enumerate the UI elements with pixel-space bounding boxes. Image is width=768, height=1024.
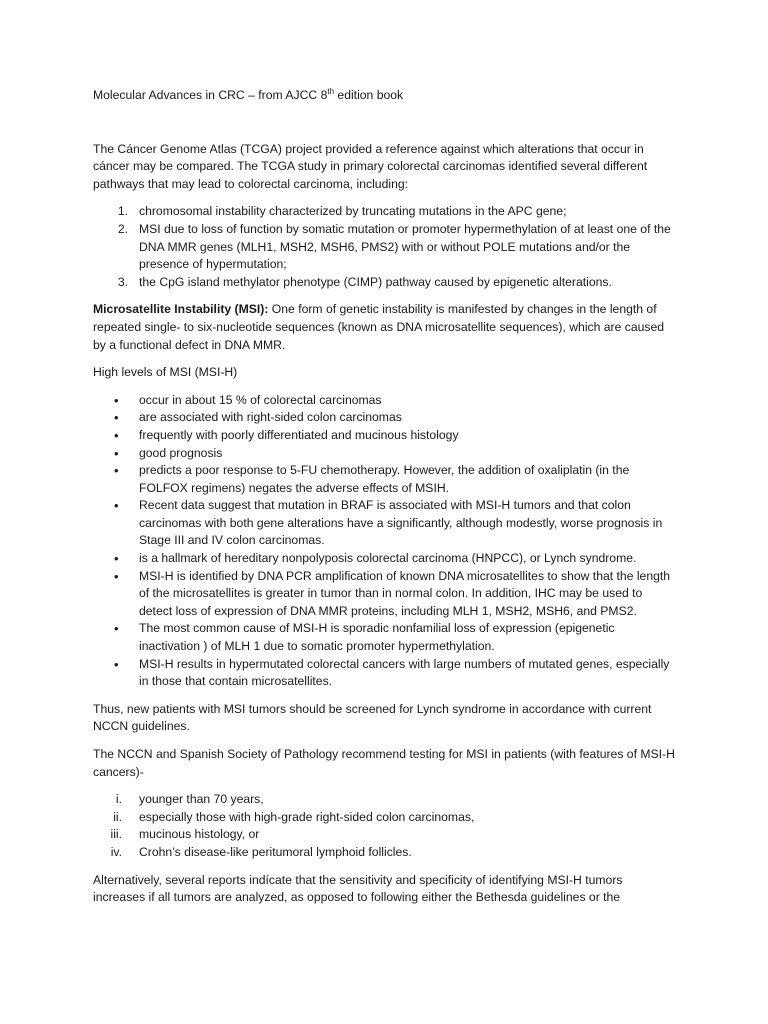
list-item-text: good prognosis <box>139 445 223 460</box>
list-item-text: MSI-H results in hypermutated colorectal cancers with large numbers of mutated genes, especially in those that contain microsatellites. <box>139 656 670 689</box>
list-item <box>93 620 675 655</box>
list-item-text: frequently with poorly differentiated and mucinous histology <box>139 427 459 442</box>
bullet-icon: • <box>114 410 119 426</box>
lynch-paragraph: Thus, new patients with MSI tumors should be screened for Lynch syndrome in accordance with current NCCN guidelines. <box>93 701 652 734</box>
list-item-text: mucinous histology, or <box>139 827 260 842</box>
list-item-text: The most common cause of MSI-H is sporadic nonfamilial loss of expression (epigenetic inactivation ) of MLH 1 due to somatic promoter hypermethylation. <box>139 621 615 654</box>
title-text-end: edition book <box>334 88 404 102</box>
list-item-text: occur in about 15 % of colorectal carcinomas <box>139 392 382 407</box>
list-marker: iii. <box>110 827 122 842</box>
intro-paragraph: The Cáncer Genome Atlas (TCGA) project provided a reference against which alterations that occur in cáncer may be compared. The TCGA study in primary colorectal carcinomas identified several different pathways that may lead to colorectal carcinoma, including: <box>93 141 648 191</box>
list-item-text: Crohn’s disease-like peritumoral lymphoid follicles. <box>139 844 412 859</box>
list-item-text: Recent data suggest that mutation in BRAF is associated with MSI-H tumors and that colon carcinomas with both gene alterations have a significantly, although modestly, worse prognosis in Stage III and IV colon carcinomas. <box>139 498 663 548</box>
list-item <box>93 203 675 221</box>
bullet-icon: • <box>114 656 119 672</box>
pathways-list <box>93 203 675 291</box>
bullet-icon: • <box>114 568 119 584</box>
title-text: Molecular Advances in CRC – from AJCC 8 <box>93 88 328 102</box>
list-marker: 2. <box>117 221 128 236</box>
list-item <box>93 427 675 445</box>
list-item <box>93 274 675 292</box>
list-item <box>93 392 675 410</box>
list-marker: i. <box>115 792 122 807</box>
list-item-text: predicts a poor response to 5-FU chemotherapy. However, the addition of oxaliplatin (in the FOLFOX regimens) negates the adverse effects of MSIH. <box>139 463 630 495</box>
bullet-icon: • <box>114 498 119 514</box>
list-item <box>93 656 675 691</box>
bullet-icon: • <box>114 551 119 567</box>
document-body <box>93 87 675 917</box>
msi-paragraph <box>93 301 675 354</box>
list-item-text: MSI-H is identified by DNA PCR amplification of known DNA microsatellites to show that the length of the microsatellites is greater in tumor than in normal colon. In addition, IHC may be used to detect loss of expression of DNA MMR proteins, including MLH 1, MSH2, MSH6, and PMS2. <box>139 568 671 618</box>
list-marker: 1. <box>117 204 128 219</box>
list-item <box>93 568 675 621</box>
list-marker: iv. <box>110 844 122 859</box>
final-paragraph: Alternatively, several reports indícate that the sensitivity and specificity of identifying MSI-H tumors increases if all tumors are analyzed, as opposed to following either the Bethesda guidelines or the <box>93 872 623 905</box>
title-superscript: th <box>327 86 335 96</box>
list-item <box>93 791 675 809</box>
bullet-icon: • <box>114 621 119 637</box>
list-item <box>93 445 675 463</box>
criteria-list <box>93 791 675 861</box>
list-item <box>93 826 675 844</box>
nccn-paragraph: The NCCN and Spanish Society of Pathology recommend testing for MSI in patients (with features of MSI-H cancers)- <box>93 747 675 779</box>
list-item-text: the CpG island methylator phenotype (CIMP) pathway caused by epigenetic alterations. <box>139 274 612 289</box>
list-item-text: are associated with right-sided colon carcinomas <box>139 410 402 425</box>
list-item-text: is a hallmark of hereditary nonpolyposis colorectal carcinoma (HNPCC), or Lynch syndrome. <box>139 551 637 566</box>
msih-heading: High levels of MSI (MSI-H) <box>93 365 238 380</box>
msi-heading: Microsatellite Instability (MSI): <box>93 302 269 317</box>
list-item-text: younger than 70 years, <box>139 792 264 807</box>
list-item <box>93 809 675 827</box>
list-item <box>93 221 675 274</box>
document-title <box>93 87 675 105</box>
list-marker: ii. <box>113 809 122 824</box>
list-item-text: chromosomal instability characterized by truncating mutations in the APC gene; <box>139 204 567 219</box>
list-item <box>93 550 675 568</box>
list-item <box>93 844 675 862</box>
list-item-text: especially those with high-grade right-sided colon carcinomas, <box>139 809 475 824</box>
list-marker: 3. <box>117 274 128 289</box>
list-item <box>93 497 675 550</box>
bullet-icon: • <box>114 445 119 461</box>
list-item-text: MSI due to loss of function by somatic mutation or promoter hypermethylation of at least one of the DNA MMR genes (MLH1, MSH2, MSH6, PMS2) with or without POLE mutations and/or the presence of hypermutation; <box>139 221 671 272</box>
list-item <box>93 409 675 427</box>
bullet-icon: • <box>114 392 119 408</box>
msi-text: One form of genetic instability is manifested by changes in the length of repeated single- to six-nucleotide sequences (known as DNA microsatellite sequences), which are caused by a functional defect in DNA MMR. <box>93 302 665 352</box>
bullet-icon: • <box>114 427 119 443</box>
bullet-icon: • <box>114 463 119 479</box>
msih-bullet-list <box>93 392 675 691</box>
list-item <box>93 462 675 497</box>
